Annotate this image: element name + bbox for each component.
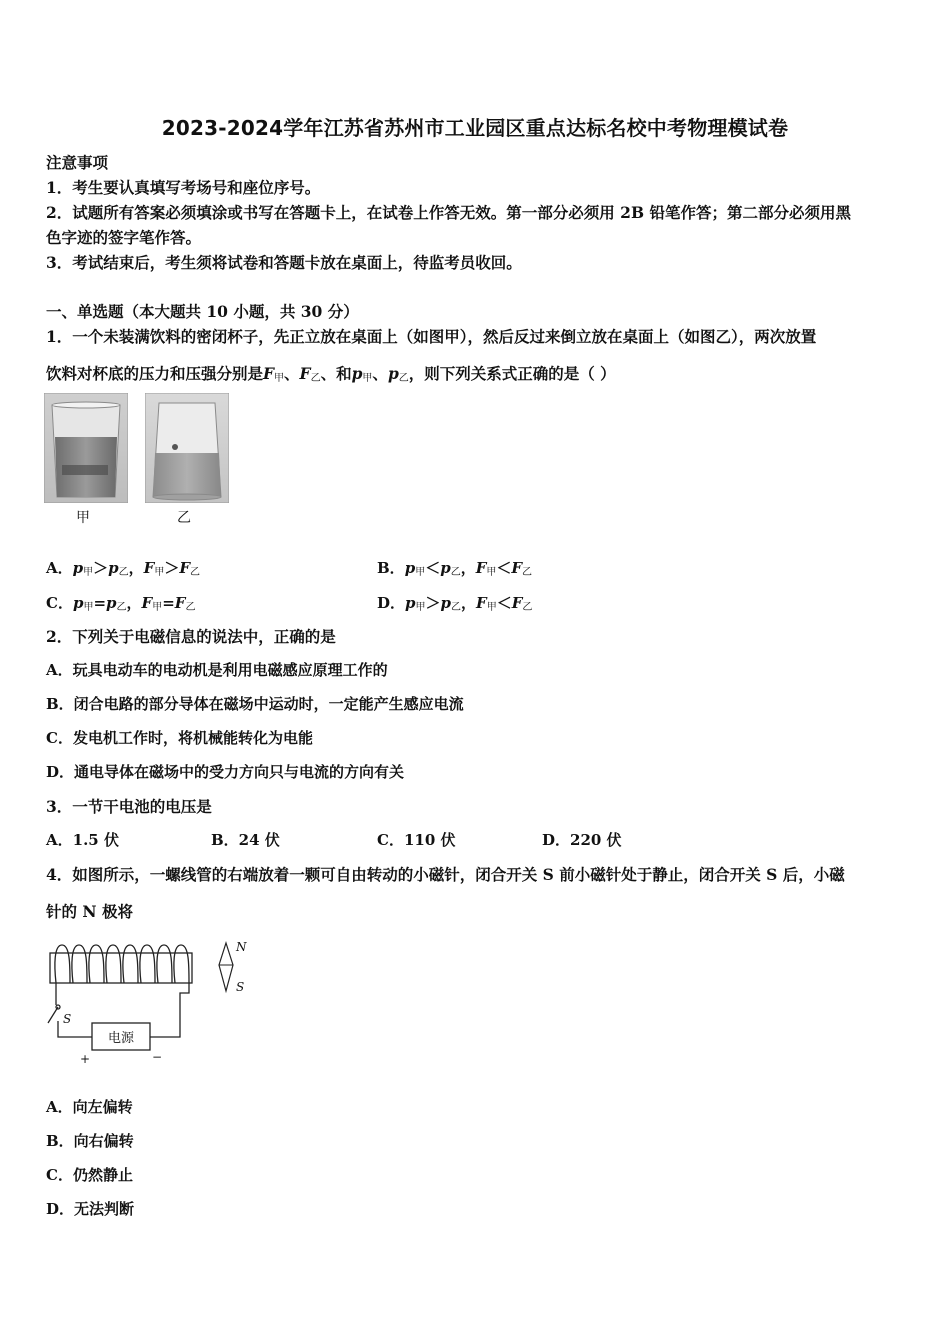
q2-option-a[interactable]: A．玩具电动车的电动机是利用电磁感应原理工作的 <box>46 661 388 679</box>
q4-option-d[interactable]: D．无法判断 <box>46 1200 135 1218</box>
relation: ＞ <box>425 594 441 612</box>
sep: 、和 <box>320 364 352 383</box>
var-p: p <box>108 559 119 577</box>
relation: ＞ <box>164 559 180 577</box>
var-F: F <box>179 559 190 577</box>
sub-yi: 乙 <box>310 373 321 384</box>
q1-option-b[interactable] <box>377 557 532 578</box>
var-p: p <box>106 594 117 612</box>
sub-yi: 乙 <box>522 602 533 613</box>
power-label: 电源 <box>107 1031 135 1046</box>
sub-yi: 乙 <box>185 602 196 613</box>
var-p: p <box>351 364 363 383</box>
relation: = <box>93 594 107 612</box>
var-F: F <box>299 364 311 383</box>
cup-inverted-image <box>145 393 229 503</box>
coil-turn <box>140 945 155 983</box>
option-label: C． <box>46 594 73 612</box>
var-p: p <box>387 364 399 383</box>
sub-jia: 甲 <box>415 567 426 578</box>
sub-yi: 乙 <box>398 373 409 384</box>
figure-caption-jia: 甲 <box>76 510 90 526</box>
relation: ＜ <box>425 559 441 577</box>
coil-turn <box>106 945 121 983</box>
coil-turn <box>72 945 87 983</box>
option-label: A． <box>46 559 73 577</box>
sub-jia: 甲 <box>154 567 165 578</box>
q1-option-a[interactable] <box>46 557 200 578</box>
sub-yi: 乙 <box>522 567 533 578</box>
sub-yi: 乙 <box>450 567 461 578</box>
var-F: F <box>511 594 523 612</box>
sub-jia: 甲 <box>152 602 163 613</box>
page-title: 2023-2024学年江苏省苏州市工业园区重点达标名校中考物理模试卷 <box>161 116 789 140</box>
q3-stem: 3．一节干电池的电压是 <box>46 797 212 816</box>
sep: ， <box>126 594 142 612</box>
q4-option-b[interactable]: B．向右偏转 <box>46 1132 134 1150</box>
solenoid-circuit-diagram <box>40 935 265 1070</box>
notice-item: 2．试题所有答案必须填涂或书写在答题卡上，在试卷上作答无效。第一部分必须用 2B 铅笔作答；第二部分必须用黑 <box>46 203 851 222</box>
sub-jia: 甲 <box>362 373 373 384</box>
sub-jia: 甲 <box>486 567 497 578</box>
south-pole-label: S <box>236 980 245 994</box>
var-F: F <box>263 364 275 383</box>
q1-option-c[interactable] <box>46 592 195 613</box>
relation: ＞ <box>93 559 109 577</box>
q2-option-b[interactable]: B．闭合电路的部分导体在磁场中运动时，一定能产生感应电流 <box>46 695 464 713</box>
relation: ＜ <box>496 559 512 577</box>
var-p: p <box>72 594 84 612</box>
sub-yi: 乙 <box>116 602 127 613</box>
sep: ， <box>128 559 144 577</box>
q3-option-d[interactable]: D．220 伏 <box>542 831 622 849</box>
var-F: F <box>511 559 523 577</box>
notice-item: 3．考试结束后，考生须将试卷和答题卡放在桌面上，待监考员收回。 <box>46 253 522 272</box>
var-F: F <box>143 559 155 577</box>
sub-jia: 甲 <box>486 602 497 613</box>
switch-blade <box>48 1007 58 1023</box>
notice-item: 色字迹的签字笔作答。 <box>46 228 202 247</box>
sep: 、 <box>372 364 388 383</box>
var-F: F <box>476 594 487 612</box>
q3-option-b[interactable]: B．24 伏 <box>211 831 280 849</box>
q3-option-a[interactable]: A．1.5 伏 <box>46 831 119 849</box>
north-pole-label: N <box>236 940 247 954</box>
switch-label: S <box>63 1012 72 1026</box>
q1-text: ，则下列关系式正确的是（ ） <box>408 364 616 383</box>
sub-jia: 甲 <box>415 602 426 613</box>
q1-option-d[interactable] <box>377 592 532 613</box>
sub-yi: 乙 <box>118 567 129 578</box>
sep: ， <box>461 594 477 612</box>
var-F: F <box>174 594 186 612</box>
q1-stem-line2 <box>46 362 616 384</box>
var-F: F <box>475 559 487 577</box>
coil-turn <box>89 945 104 983</box>
plus-terminal: + <box>80 1052 91 1066</box>
section-heading: 一、单选题（本大题共 10 小题，共 30 分） <box>46 302 359 321</box>
notice-heading: 注意事项 <box>46 153 109 172</box>
figure-caption-yi: 乙 <box>177 510 191 526</box>
var-F: F <box>141 594 153 612</box>
q1-stem-line1: 1．一个未装满饮料的密闭杯子，先正立放在桌面上（如图甲），然后反过来倒立放在桌面上（如图乙），两次放置 <box>46 327 817 346</box>
q2-option-d[interactable]: D．通电导体在磁场中的受力方向只与电流的方向有关 <box>46 763 405 781</box>
coil-turn <box>157 945 172 983</box>
sub-jia: 甲 <box>274 373 285 384</box>
q4-option-a[interactable]: A．向左偏转 <box>46 1098 133 1116</box>
q4-stem-line1: 4．如图所示，一螺线管的右端放着一颗可自由转动的小磁针，闭合开关 S 前小磁针处于静止，闭合开关 S 后，小磁 <box>46 865 845 884</box>
compass-needle <box>219 943 233 991</box>
relation: = <box>162 594 175 612</box>
q3-option-c[interactable]: C．110 伏 <box>377 831 456 849</box>
sub-jia: 甲 <box>83 567 94 578</box>
q2-option-c[interactable]: C．发电机工作时，将机械能转化为电能 <box>46 729 313 747</box>
coil-turn <box>55 945 70 983</box>
var-p: p <box>440 559 451 577</box>
sep: ， <box>460 559 476 577</box>
var-p: p <box>72 559 84 577</box>
option-label: D． <box>377 594 406 612</box>
minus-terminal: − <box>152 1050 163 1064</box>
sub-yi: 乙 <box>451 602 462 613</box>
cup-upright-image <box>44 393 128 503</box>
sub-yi: 乙 <box>190 567 200 578</box>
q1-text: 饮料对杯底的压力和压强分别是 <box>46 364 264 383</box>
var-p: p <box>404 559 416 577</box>
sep: 、 <box>284 364 300 383</box>
sub-jia: 甲 <box>83 602 94 613</box>
var-p: p <box>405 594 416 612</box>
q4-option-c[interactable]: C．仍然静止 <box>46 1166 133 1184</box>
notice-item: 1．考生要认真填写考场号和座位序号。 <box>46 178 321 197</box>
q2-stem: 2．下列关于电磁信息的说法中，正确的是 <box>46 627 336 646</box>
wire <box>150 983 189 1037</box>
var-p: p <box>440 594 452 612</box>
q4-stem-line2: 针的 N 极将 <box>46 902 133 921</box>
option-label: B． <box>377 559 405 577</box>
coil-turn <box>174 945 189 983</box>
coil-turn <box>123 945 138 983</box>
relation: ＜ <box>496 594 512 612</box>
